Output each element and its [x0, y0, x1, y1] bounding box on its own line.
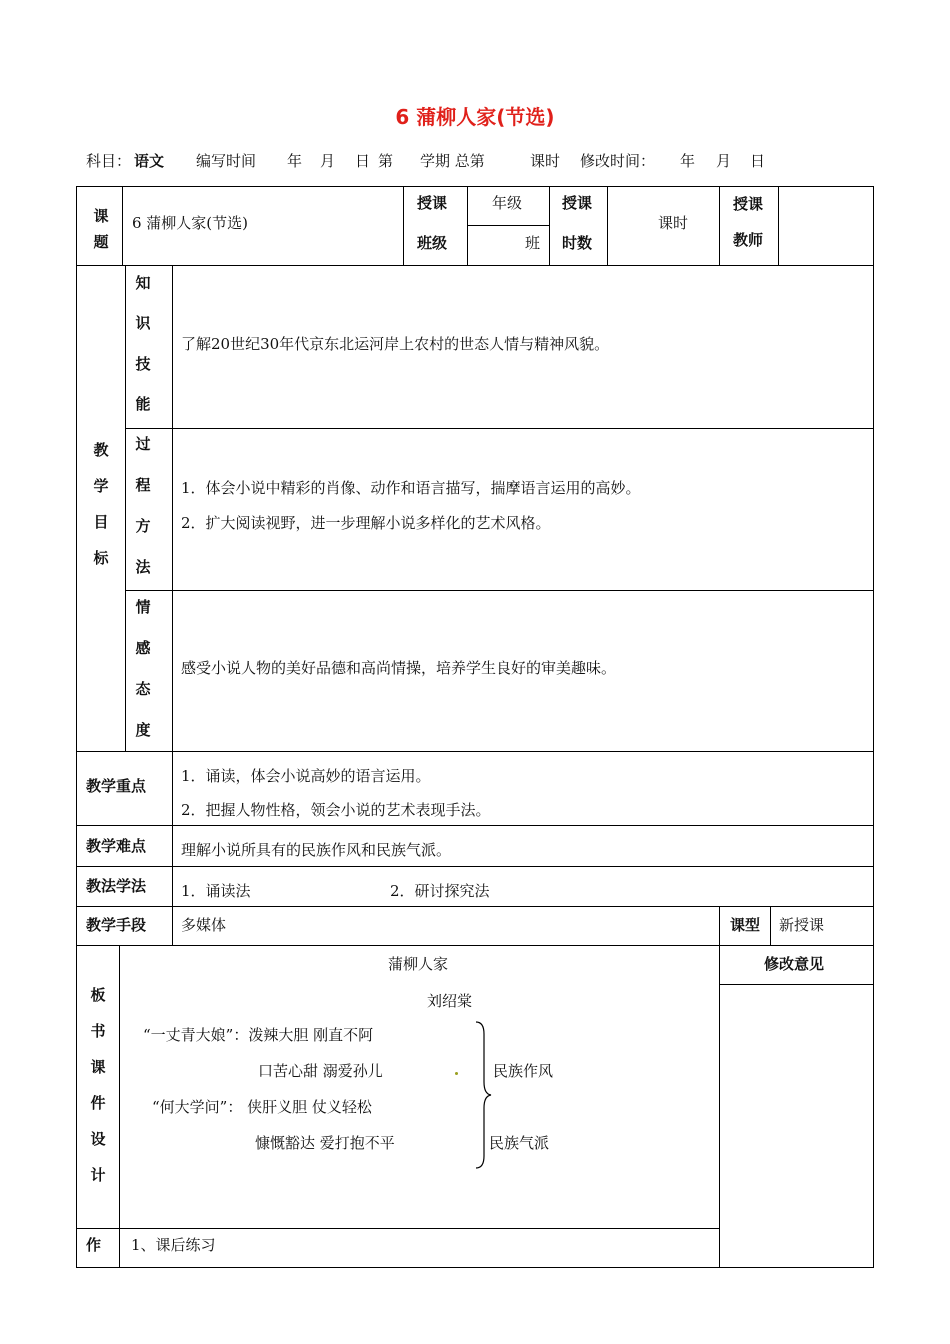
- topic-label-2: 题: [93, 233, 109, 251]
- month2-label: 月: [716, 152, 732, 170]
- class-label-2: 班级: [417, 234, 448, 252]
- process-label-4: 法: [135, 558, 151, 576]
- board-author: 刘绍棠: [427, 992, 473, 1010]
- board-title: 蒲柳人家: [388, 955, 449, 973]
- emotion-label-2: 感: [135, 639, 151, 657]
- process-label-1: 过: [135, 435, 151, 453]
- topic-label-1: 课: [93, 207, 109, 225]
- board-style-2: 民族气派: [489, 1134, 550, 1152]
- objectives-label-1: 教: [93, 441, 109, 459]
- difficult-points-label: 教学难点: [86, 837, 147, 855]
- board-line-4: 慷慨豁达 爱打抱不平: [255, 1134, 395, 1152]
- difficult-points-text: 理解小说所具有的民族作风和民族气派。: [181, 841, 452, 859]
- methods-label: 教法学法: [86, 877, 147, 895]
- board-line-2: 口苦心甜 溺爱孙儿: [258, 1062, 383, 1080]
- ban-label: 班: [525, 234, 541, 252]
- day-label: 日: [355, 152, 371, 170]
- teacher-label-1: 授课: [733, 195, 764, 213]
- board-label-5: 设: [90, 1130, 106, 1148]
- objectives-label-4: 标: [93, 549, 109, 567]
- topic-value: 6 蒲柳人家(节选): [132, 214, 249, 232]
- key-point-2: 2．把握人物性格，领会小说的艺术表现手法。: [181, 801, 491, 819]
- board-label-3: 课: [90, 1058, 106, 1076]
- key-point-1: 1．诵读，体会小说高妙的语言运用。: [181, 767, 431, 785]
- means-value: 多媒体: [181, 916, 227, 934]
- knowledge-label-4: 能: [135, 395, 151, 413]
- revise-time-label: 修改时间：: [580, 152, 656, 170]
- year-label: 年: [287, 152, 303, 170]
- subject-value: 语文: [134, 152, 165, 170]
- year2-label: 年: [680, 152, 696, 170]
- knowledge-label-2: 识: [135, 314, 151, 332]
- board-label-2: 书: [90, 1022, 106, 1040]
- period-label: 课时: [530, 152, 561, 170]
- process-label-2: 程: [135, 476, 151, 494]
- emotion-label-4: 度: [135, 721, 151, 739]
- month-label: 月: [320, 152, 336, 170]
- process-item-2: 2．扩大阅读视野，进一步理解小说多样化的艺术风格。: [181, 514, 551, 532]
- type-value: 新授课: [779, 916, 825, 934]
- decorative-dot: [455, 1072, 458, 1075]
- emotion-text: 感受小说人物的美好品德和高尚情操，培养学生良好的审美趣味。: [181, 659, 617, 677]
- board-line-1: “一丈青大娘”：泼辣大胆 刚直不阿: [143, 1026, 374, 1044]
- subject-label: 科目：: [86, 152, 132, 170]
- curly-brace-icon: [472, 1020, 494, 1170]
- emotion-label-3: 态: [135, 680, 151, 698]
- key-points-label: 教学重点: [86, 777, 147, 795]
- homework-label: 作: [86, 1236, 102, 1254]
- hours-value: 课时: [658, 214, 689, 232]
- board-label-1: 板: [90, 986, 106, 1004]
- board-label-6: 计: [90, 1166, 106, 1184]
- knowledge-text: 了解20世纪30年代京东北运河岸上农村的世态人情与精神风貌。: [181, 335, 610, 353]
- knowledge-label-1: 知: [135, 274, 151, 292]
- means-label: 教学手段: [86, 916, 147, 934]
- teacher-label-2: 教师: [733, 231, 764, 249]
- page-title: 6 蒲柳人家(节选): [395, 105, 555, 129]
- homework-text: 1、课后练习: [131, 1236, 216, 1254]
- knowledge-label-3: 技: [135, 355, 151, 373]
- hours-label-2: 时数: [562, 234, 593, 252]
- term-total-label: 学期 总第: [420, 152, 485, 170]
- hours-label-1: 授课: [562, 194, 593, 212]
- di-label: 第: [378, 152, 394, 170]
- method-2: 2．研讨探究法: [390, 882, 490, 900]
- method-1: 1．诵读法: [181, 882, 251, 900]
- objectives-label-2: 学: [93, 477, 109, 495]
- process-label-3: 方: [135, 517, 151, 535]
- type-label: 课型: [730, 916, 761, 934]
- board-style-1: 民族作风: [493, 1062, 554, 1080]
- day2-label: 日: [750, 152, 766, 170]
- board-label-4: 件: [90, 1094, 106, 1112]
- grade-label: 年级: [492, 194, 523, 212]
- write-time-label: 编写时间: [196, 152, 257, 170]
- emotion-label-1: 情: [135, 598, 151, 616]
- class-label-1: 授课: [417, 194, 448, 212]
- revise-label: 修改意见: [764, 955, 825, 973]
- board-line-3: “何大学问”： 侠肝义胆 仗义轻松: [152, 1098, 372, 1116]
- process-item-1: 1．体会小说中精彩的肖像、动作和语言描写，揣摩语言运用的高妙。: [181, 479, 641, 497]
- objectives-label-3: 目: [93, 513, 109, 531]
